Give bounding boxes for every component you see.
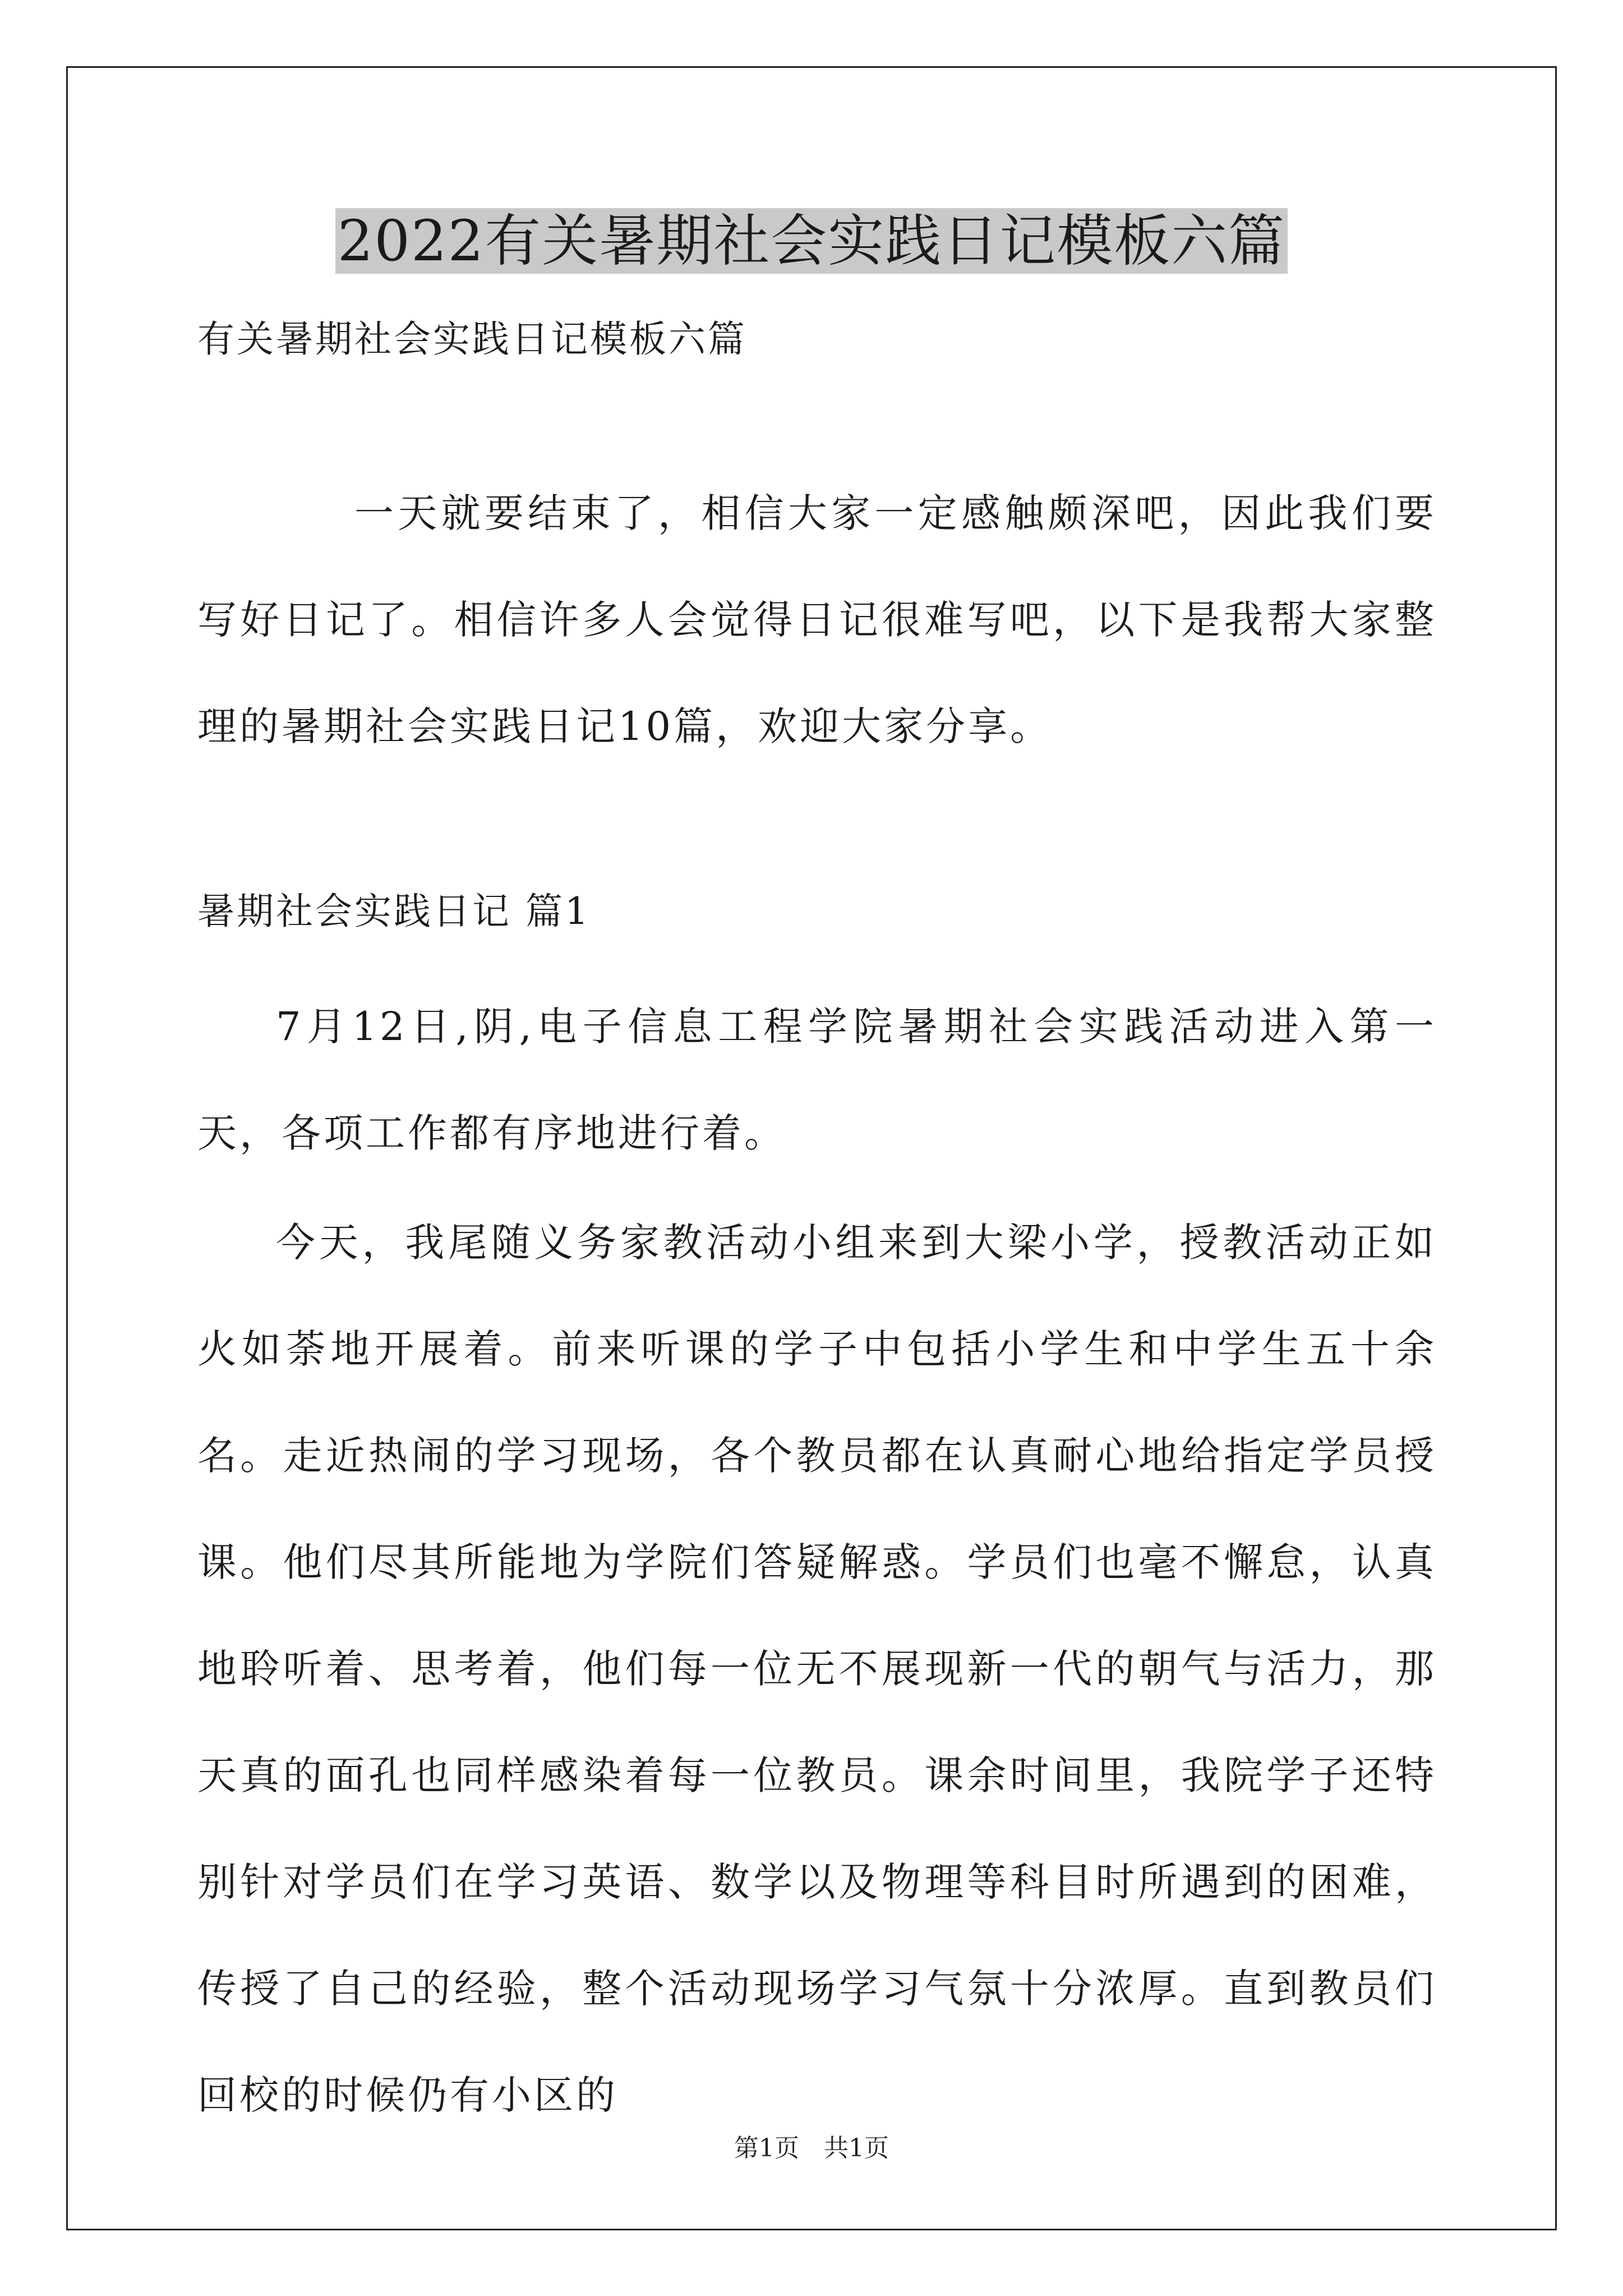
body-paragraph-2: 今天，我尾随义务家教活动小组来到大梁小学，授教活动正如火如荼地开展着。前来听课的学子中包括小学生和中学生五十余名。走近热闹的学习现场，各个教员都在认真耐心地给指定学员授课。他们尽其所能地为学院们答疑解惑。学员们也毫不懈怠，认真地聆听着、思考着，他们每一位无不展现新一代的朝气与活力，那天真的面孔也同样感染着每一位教员。课余时间里，我院学子还特别针对学员们在学习英语、数学以及物理等科目时所遇到的困难，传授了自己的经验，整个活动现场学习气氛十分浓厚。直到教员们回校的时候仍有小区的 [197,1220,1437,2118]
body-paragraph-1: 7月12日,阴,电子信息工程学院暑期社会实践活动进入第一天，各项工作都有序地进行着。 [197,1004,1437,1156]
intro-paragraph: 一天就要结束了，相信大家一定感触颇深吧，因此我们要写好日记了。相信许多人会觉得日记很难写吧，以下是我帮大家整理的暑期社会实践日记10篇，欢迎大家分享。 [197,490,1437,749]
section-heading: 暑期社会实践日记 篇1 [197,890,591,933]
page-number-footer: 第1页 共1页 [734,2134,889,2162]
document-subtitle: 有关暑期社会实践日记模板六篇 [197,318,747,361]
document-title [0,199,1623,283]
document-title-text: 2022有关暑期社会实践日记模板六篇 [335,208,1288,274]
